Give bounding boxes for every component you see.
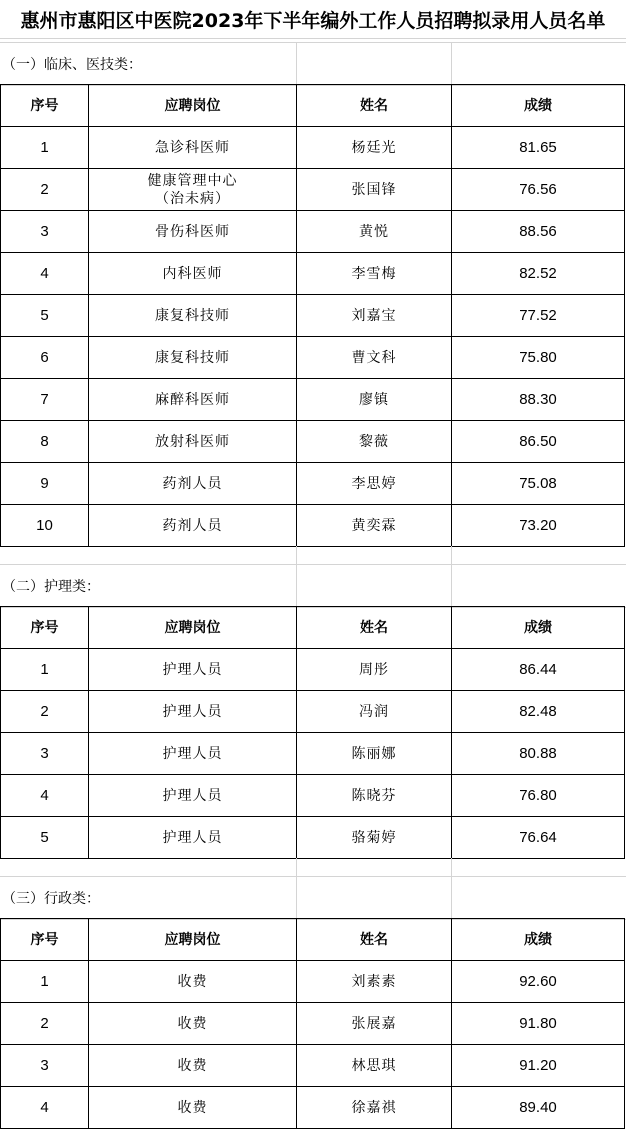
cell-position xyxy=(89,211,297,253)
table-row xyxy=(1,337,625,379)
section-label: （一）临床、医技类： xyxy=(2,57,142,73)
position-line: 骨伤科医师 xyxy=(155,223,230,240)
cell-score: 75.08 xyxy=(452,463,625,505)
position-line: 放射科医师 xyxy=(155,433,230,450)
cell-seq: 2 xyxy=(1,1003,89,1045)
column-header-name: 姓名 xyxy=(297,919,452,961)
cell-score: 86.50 xyxy=(452,421,625,463)
column-header-name: 姓名 xyxy=(297,85,452,127)
cell-name: 黎薇 xyxy=(297,421,452,463)
table-row xyxy=(1,379,625,421)
cell-seq: 1 xyxy=(1,127,89,169)
cell-position xyxy=(89,169,297,211)
cell-score: 76.80 xyxy=(452,775,625,817)
column-header-position: 应聘岗位 xyxy=(89,919,297,961)
cell-seq: 3 xyxy=(1,733,89,775)
cell-name: 杨廷光 xyxy=(297,127,452,169)
cell-position xyxy=(89,691,297,733)
cell-score: 92.60 xyxy=(452,961,625,1003)
table-clinical xyxy=(0,84,625,547)
cell-position xyxy=(89,1087,297,1129)
cell-name: 黄悦 xyxy=(297,211,452,253)
cell-name: 林思琪 xyxy=(297,1045,452,1087)
cell-seq: 3 xyxy=(1,211,89,253)
cell-score: 82.48 xyxy=(452,691,625,733)
cell-position xyxy=(89,253,297,295)
table-admin xyxy=(0,918,625,1129)
cell-seq: 5 xyxy=(1,817,89,859)
cell-name: 徐嘉祺 xyxy=(297,1087,452,1129)
table-header-row xyxy=(1,919,625,961)
cell-position xyxy=(89,127,297,169)
position-line: 收费 xyxy=(177,1015,208,1032)
table-header-row xyxy=(1,85,625,127)
page-title: 惠州市惠阳区中医院2023年下半年编外工作人员招聘拟录用人员名单 xyxy=(0,0,626,39)
cell-name: 骆菊婷 xyxy=(297,817,452,859)
cell-position xyxy=(89,379,297,421)
cell-name: 黄奕霖 xyxy=(297,505,452,547)
position-line: 护理人员 xyxy=(162,661,223,678)
section-header-nursing xyxy=(0,564,626,608)
cell-seq: 5 xyxy=(1,295,89,337)
cell-name: 刘素素 xyxy=(297,961,452,1003)
position-line: 护理人员 xyxy=(162,745,223,762)
cell-seq: 8 xyxy=(1,421,89,463)
section-header-admin xyxy=(0,876,626,920)
cell-position xyxy=(89,1003,297,1045)
position-line: 药剂人员 xyxy=(162,475,223,492)
cell-seq: 3 xyxy=(1,1045,89,1087)
position-line: 收费 xyxy=(177,1099,208,1116)
cell-seq: 4 xyxy=(1,775,89,817)
position-line: 收费 xyxy=(177,1057,208,1074)
cell-position xyxy=(89,295,297,337)
column-header-seq: 序号 xyxy=(1,607,89,649)
cell-position xyxy=(89,775,297,817)
table-row xyxy=(1,421,625,463)
cell-seq: 10 xyxy=(1,505,89,547)
cell-name: 陈丽娜 xyxy=(297,733,452,775)
table-row xyxy=(1,253,625,295)
table-row xyxy=(1,463,625,505)
cell-seq: 1 xyxy=(1,961,89,1003)
cell-seq: 2 xyxy=(1,169,89,211)
table-row xyxy=(1,1045,625,1087)
column-header-position: 应聘岗位 xyxy=(89,607,297,649)
table-row xyxy=(1,691,625,733)
cell-position xyxy=(89,817,297,859)
table-row xyxy=(1,961,625,1003)
cell-name: 冯润 xyxy=(297,691,452,733)
cell-name: 张国锋 xyxy=(297,169,452,211)
cell-score: 80.88 xyxy=(452,733,625,775)
column-header-score: 成绩 xyxy=(452,85,625,127)
cell-score: 91.20 xyxy=(452,1045,625,1087)
table-row xyxy=(1,211,625,253)
cell-name: 周彤 xyxy=(297,649,452,691)
position-line: 康复科技师 xyxy=(155,349,230,366)
cell-score: 77.52 xyxy=(452,295,625,337)
position-line: 康复科技师 xyxy=(155,307,230,324)
table-row xyxy=(1,505,625,547)
cell-seq: 6 xyxy=(1,337,89,379)
cell-score: 86.44 xyxy=(452,649,625,691)
cell-name: 陈晓芬 xyxy=(297,775,452,817)
position-line: 护理人员 xyxy=(162,703,223,720)
cell-position xyxy=(89,961,297,1003)
cell-score: 75.80 xyxy=(452,337,625,379)
column-header-seq: 序号 xyxy=(1,919,89,961)
position-line: 护理人员 xyxy=(162,829,223,846)
cell-score: 76.56 xyxy=(452,169,625,211)
cell-name: 李思婷 xyxy=(297,463,452,505)
section-header-clinical xyxy=(0,42,626,86)
column-header-score: 成绩 xyxy=(452,919,625,961)
cell-position xyxy=(89,337,297,379)
position-line: 收费 xyxy=(177,973,208,990)
cell-score: 82.52 xyxy=(452,253,625,295)
position-line-2: （治未病） xyxy=(155,190,230,207)
cell-name: 刘嘉宝 xyxy=(297,295,452,337)
table-row xyxy=(1,127,625,169)
cell-seq: 9 xyxy=(1,463,89,505)
cell-seq: 4 xyxy=(1,253,89,295)
cell-seq: 1 xyxy=(1,649,89,691)
cell-score: 91.80 xyxy=(452,1003,625,1045)
cell-seq: 4 xyxy=(1,1087,89,1129)
table-nursing xyxy=(0,606,625,859)
cell-position xyxy=(89,649,297,691)
position-line: 内科医师 xyxy=(162,265,223,282)
cell-score: 81.65 xyxy=(452,127,625,169)
table-row xyxy=(1,1087,625,1129)
cell-seq: 7 xyxy=(1,379,89,421)
cell-name: 李雪梅 xyxy=(297,253,452,295)
position-line: 急诊科医师 xyxy=(155,139,230,156)
table-row xyxy=(1,817,625,859)
column-header-position: 应聘岗位 xyxy=(89,85,297,127)
table-row xyxy=(1,649,625,691)
column-header-name: 姓名 xyxy=(297,607,452,649)
cell-score: 88.30 xyxy=(452,379,625,421)
column-header-seq: 序号 xyxy=(1,85,89,127)
table-header-row xyxy=(1,607,625,649)
cell-score: 88.56 xyxy=(452,211,625,253)
section-label: （三）行政类： xyxy=(2,891,100,907)
table-row xyxy=(1,169,625,211)
cell-score: 76.64 xyxy=(452,817,625,859)
table-row xyxy=(1,733,625,775)
cell-position xyxy=(89,733,297,775)
cell-name: 张展嘉 xyxy=(297,1003,452,1045)
cell-position xyxy=(89,505,297,547)
cell-name: 廖镇 xyxy=(297,379,452,421)
table-row xyxy=(1,775,625,817)
cell-name: 曹文科 xyxy=(297,337,452,379)
position-line: 药剂人员 xyxy=(162,517,223,534)
section-label: （二）护理类： xyxy=(2,579,100,595)
position-line: 护理人员 xyxy=(162,787,223,804)
cell-score: 73.20 xyxy=(452,505,625,547)
cell-position xyxy=(89,421,297,463)
cell-seq: 2 xyxy=(1,691,89,733)
cell-position xyxy=(89,463,297,505)
cell-position xyxy=(89,1045,297,1087)
table-row xyxy=(1,1003,625,1045)
position-line: 麻醉科医师 xyxy=(155,391,230,408)
column-header-score: 成绩 xyxy=(452,607,625,649)
table-row xyxy=(1,295,625,337)
cell-score: 89.40 xyxy=(452,1087,625,1129)
position-line: 健康管理中心 xyxy=(147,172,238,189)
